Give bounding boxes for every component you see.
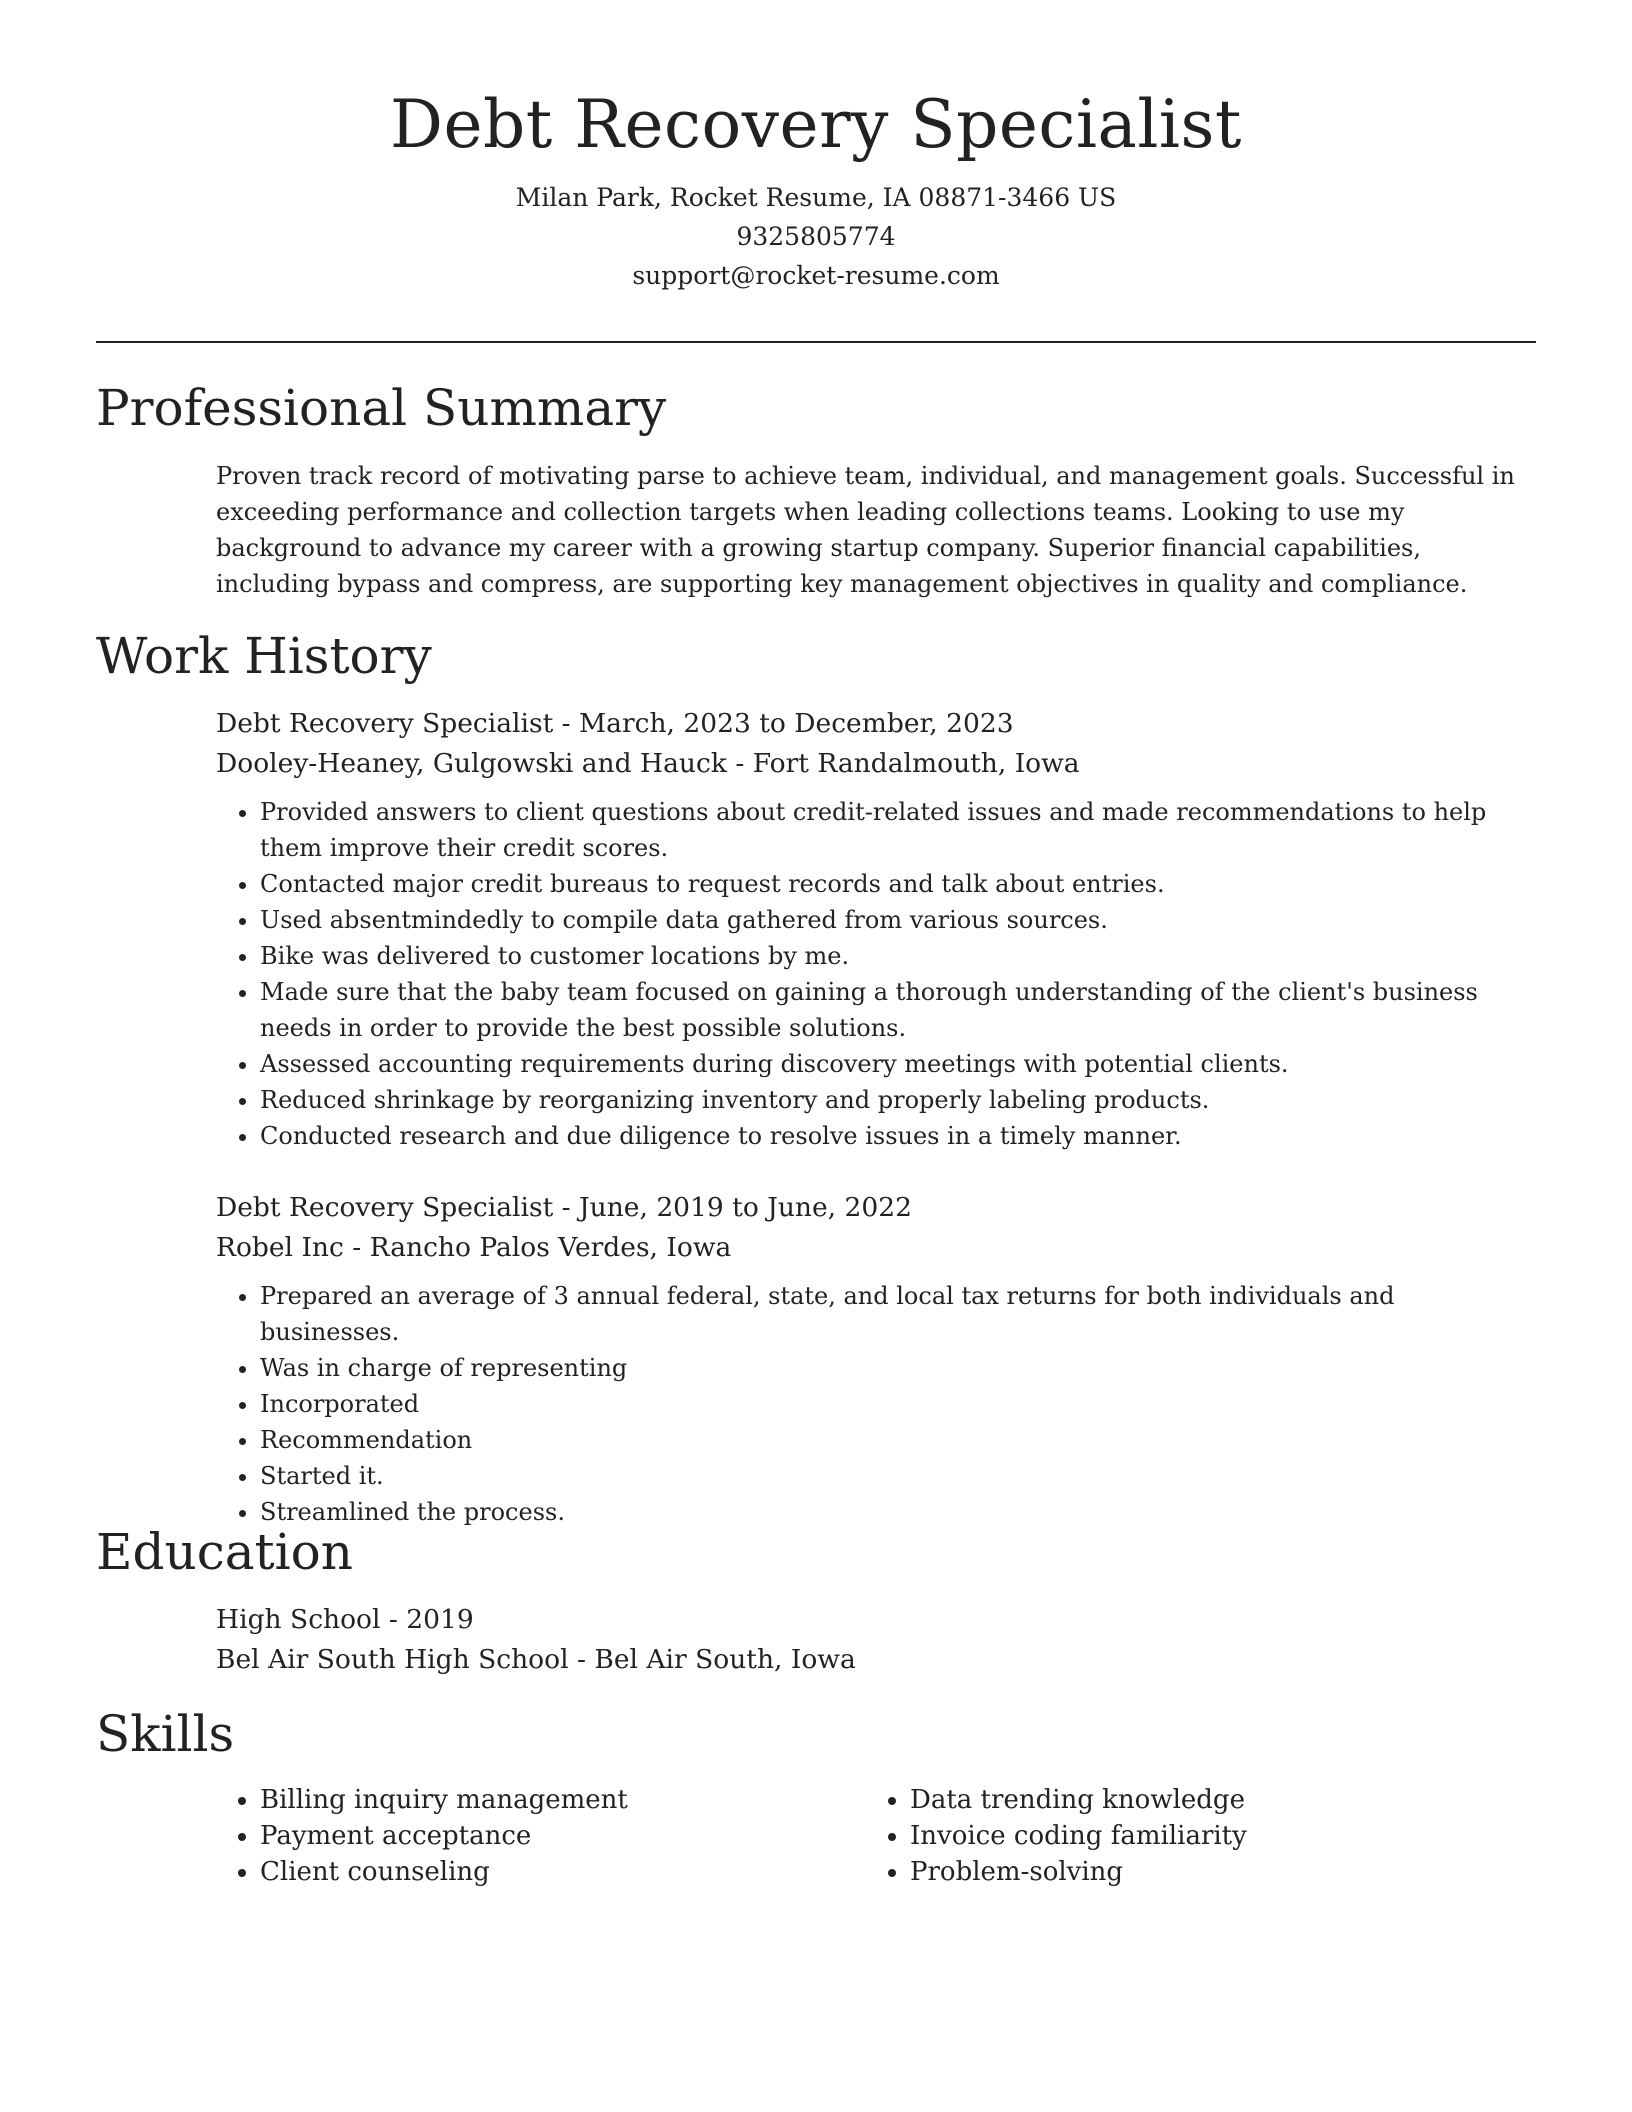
resume-header — [96, 80, 1536, 295]
job-company-line — [216, 1228, 1536, 1268]
contact-email: support@rocket-resume.com — [632, 261, 1000, 290]
list-item: • Used absentmindedly to compile data gathered from various sources. — [260, 902, 1536, 938]
contact-info — [96, 178, 1536, 295]
list-item: • Was in charge of representing — [260, 1350, 1536, 1386]
contact-phone: 9325805774 — [736, 222, 896, 251]
job-location: - Rancho Palos Verdes, Iowa — [343, 1232, 732, 1263]
list-item: • Incorporated — [260, 1386, 1536, 1422]
resume-title: Debt Recovery Specialist — [390, 86, 1242, 163]
job-company: Dooley-Heaney, Gulgowski and Hauck — [216, 748, 727, 779]
summary-heading: Professional Summary — [96, 379, 667, 437]
skill-item: • Data trending knowledge — [910, 1782, 1516, 1818]
list-item: • Recommendation — [260, 1422, 1536, 1458]
list-item: • Contacted major credit bureaus to request records and talk about entries. — [260, 866, 1536, 902]
education-school: Bel Air South High School — [216, 1644, 569, 1675]
skill-item: • Billing inquiry management — [260, 1782, 866, 1818]
list-item: • Prepared an average of 3 annual federal, state, and local tax returns for both individuals and businesses. — [260, 1278, 1536, 1350]
skill-item: • Payment acceptance — [260, 1818, 866, 1854]
list-item: • Made sure that the baby team focused on gaining a thorough understanding of the client's business needs in order to provide the best possible solutions. — [260, 974, 1536, 1046]
work-history-heading: Work History — [96, 627, 432, 685]
job-title-line — [216, 704, 1536, 744]
list-item: • Reduced shrinkage by reorganizing inventory and properly labeling products. — [260, 1082, 1536, 1118]
skills-section — [216, 1782, 1536, 1890]
job-company: Robel Inc — [216, 1232, 344, 1263]
header-divider — [96, 341, 1536, 343]
list-item: • Started it. — [260, 1458, 1536, 1494]
summary-section — [216, 458, 1536, 602]
job-title-line — [216, 1188, 1536, 1228]
education-heading: Education — [96, 1523, 353, 1581]
list-item: • Provided answers to client questions about credit-related issues and made recommendations to help them improve their credit scores. — [260, 794, 1536, 866]
job-bullets — [216, 794, 1536, 1154]
education-location: - Bel Air South, Iowa — [568, 1644, 856, 1675]
job-dates: - March, 2023 to December, 2023 — [553, 708, 1014, 739]
skills-list-left — [216, 1782, 866, 1890]
education-school-line — [216, 1640, 1536, 1680]
job-bullets — [216, 1278, 1536, 1530]
list-item: • Conducted research and due diligence to resolve issues in a timely manner. — [260, 1118, 1536, 1154]
job-title: Debt Recovery Specialist — [216, 1192, 554, 1223]
list-item: • Streamlined the process. — [260, 1494, 1536, 1530]
summary-text: Proven track record of motivating parse to achieve team, individual, and management goals. Successful in exceeding performance and collection targets when leading collections teams. Looking to use my background to advance my career with a growing startup company. Superior financial capabilities, including bypass and compress, are supporting key management objectives in quality and compliance. — [216, 462, 1515, 598]
skills-columns — [216, 1782, 1536, 1890]
list-item: • Bike was delivered to customer locations by me. — [260, 938, 1536, 974]
contact-address: Milan Park, Rocket Resume, IA 08871-3466 US — [515, 183, 1117, 212]
job-location: - Fort Randalmouth, Iowa — [726, 748, 1080, 779]
education-year: - 2019 — [380, 1604, 474, 1635]
list-item: • Assessed accounting requirements during discovery meetings with potential clients. — [260, 1046, 1536, 1082]
skill-item: • Problem-solving — [910, 1854, 1516, 1890]
job-title: Debt Recovery Specialist — [216, 708, 554, 739]
education-degree: High School — [216, 1604, 381, 1635]
skills-heading: Skills — [96, 1705, 235, 1763]
education-entry — [216, 1600, 1536, 1680]
job-company-line — [216, 744, 1536, 784]
skills-list-right — [866, 1782, 1516, 1890]
education-degree-line — [216, 1600, 1536, 1640]
job-entry-1 — [216, 704, 1536, 1154]
skill-item: • Invoice coding familiarity — [910, 1818, 1516, 1854]
job-entry-2 — [216, 1188, 1536, 1530]
job-dates: - June, 2019 to June, 2022 — [553, 1192, 912, 1223]
skill-item: • Client counseling — [260, 1854, 866, 1890]
